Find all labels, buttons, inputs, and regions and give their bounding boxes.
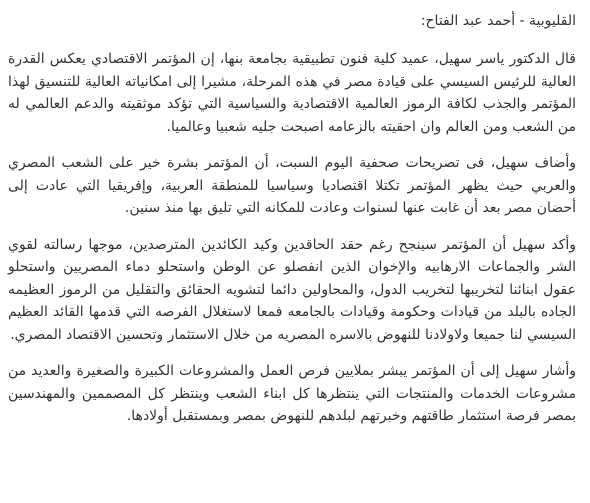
article-byline: القليوبية - أحمد عبد الفتاح:: [420, 13, 576, 29]
article-paragraph: وأشار سهيل إلى أن المؤتمر يبشر بملايين فرص العمل والمشروعات الكبيرة والصغيرة والعديد من مشروعات الخدمات والمنتجات التي ينتظرها كل ابناء الشعب وينتظر كل المصممين والمهندسين بمصر فرصة استثمار طاقتهم وخبرتهم لبلدهم للنهوض بمصر وبمستقبل أولادها.: [8, 363, 576, 424]
article-paragraph: وأضاف سهيل، فى تصريحات صحفية اليوم السبت، أن المؤتمر بشرة خير على الشعب المصري والعربي حيث يظهر المؤتمر تكتلا اقتصاديا وسياسيا للمنطقة العربية، وإفريقيا التي عادت إلى أحضان مصر بعد أن غابت عنها لسنوات وعادت للمكانه التي تليق بها منذ سنين.: [8, 155, 576, 216]
article-paragraph: قال الدكتور ياسر سهيل، عميد كلية فنون تطبيقية بجامعة بنها، إن المؤتمر الاقتصادي يعكس القدرة العالية للرئيس السيسي على قيادة مصر في هذه المرحلة، مشيرا إلى امكانياته العالية للتنسيق لهذا المؤتمر والجذب لكافة الرموز العالمية الاقتصادية والسياسية التي تؤكد موثقيته والدعم العالمي له من الشعب ومن العالم وان احقيته بالزعامه اصبحت جليه شعبيا وعالميا.: [8, 51, 576, 135]
article-paragraph: وأكد سهيل أن المؤتمر سينجح رغم حقد الحاقدين وكيد الكائدين المترصدين، موجها رسالته لقوي الشر والجماعات الارهابيه والإخوان الذين انفصلو عن الوطن واستحلو دماء المصريين واستحلو عقول ابنائنا لتخريبها لتخريب الدول، والمحاولين دائما لتشويه الحقائق والتقليل من الرموز العظيمه الجاده بالبلد من قيادات وحكومة وقيادات بالجامعه فمعا لاستغلال الفرصه التي قدمها القائد العظيم السيسي لنا جميعا ولاولادنا للنهوض بالاسره المصريه من خلال الاستثمار وتحسين الاقتصاد المصري.: [8, 236, 576, 343]
